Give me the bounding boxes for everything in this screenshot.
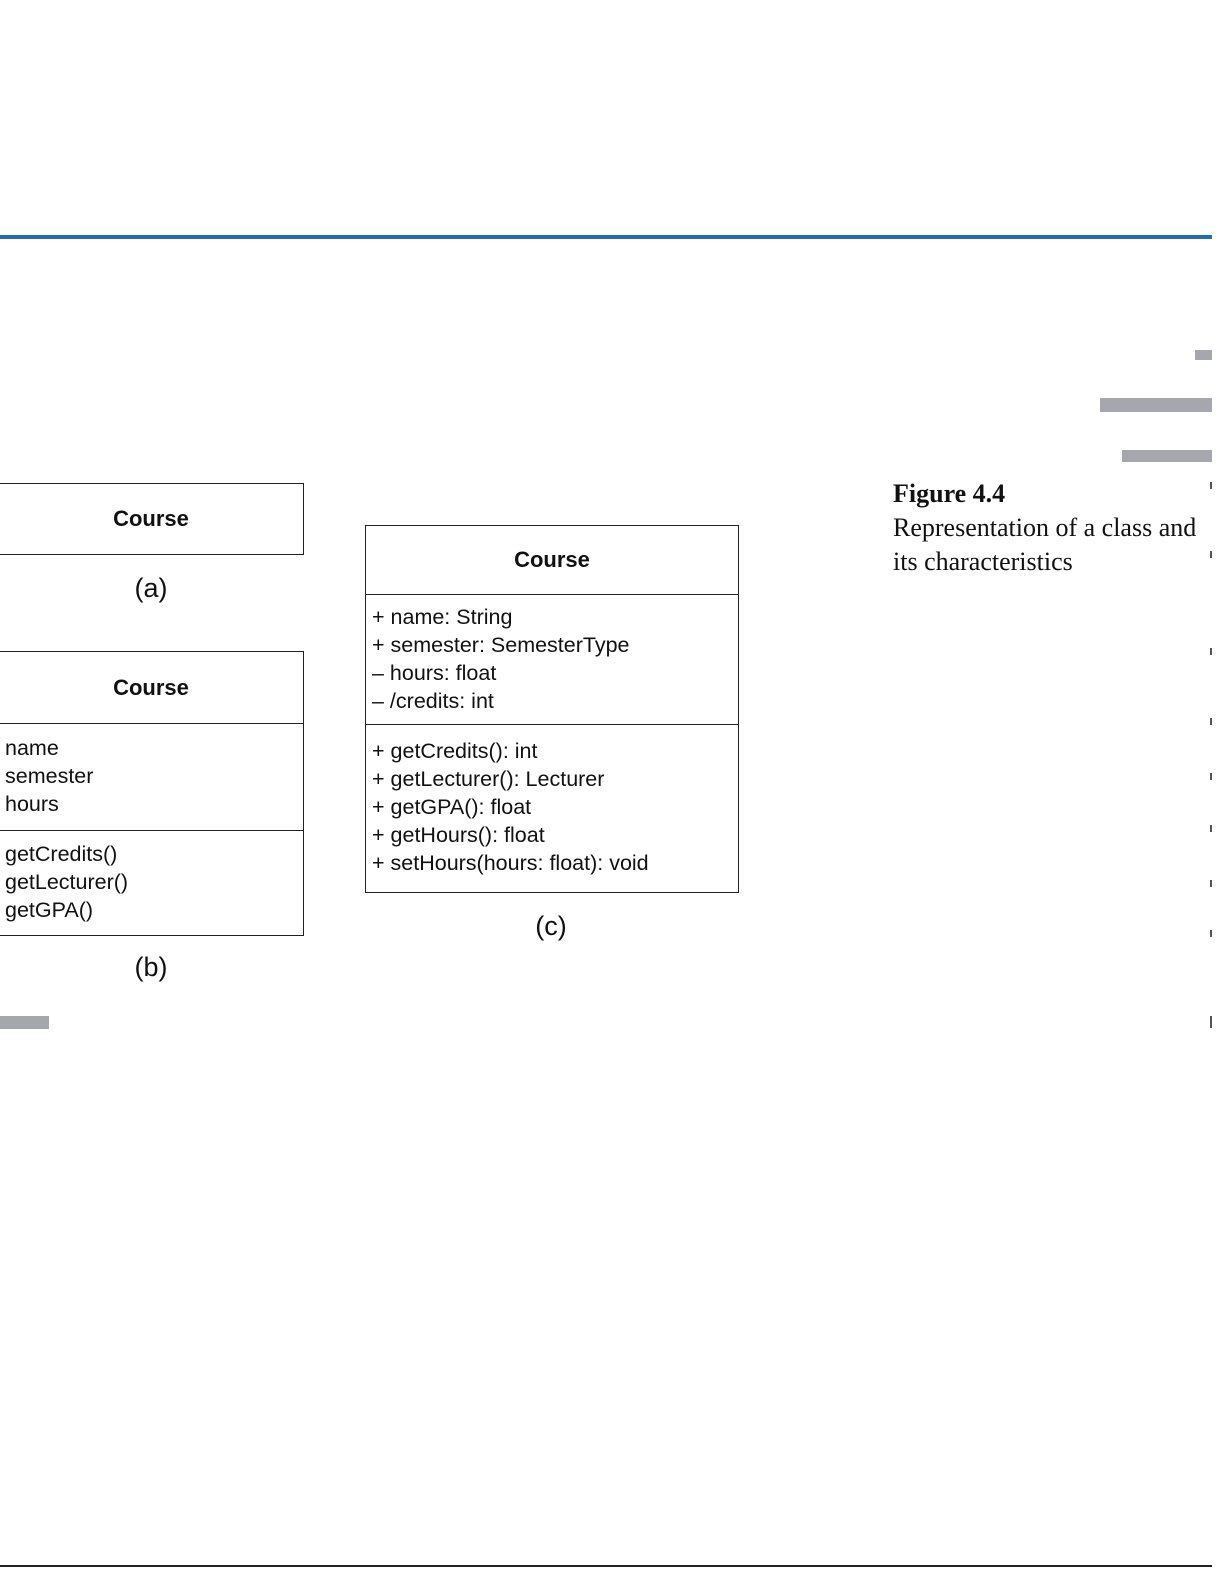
class-name-b: Course — [113, 674, 189, 700]
header-rule — [0, 235, 1212, 239]
attribute-item: – hours: float — [372, 661, 497, 685]
operation-item: + getHours(): float — [372, 823, 545, 847]
uml-class-c — [365, 525, 739, 893]
class-name-c: Course — [514, 547, 590, 572]
margin-marker — [1195, 350, 1212, 360]
edge-tick — [1210, 482, 1212, 489]
operation-item: getCredits() — [5, 842, 118, 866]
operations-compartment-c — [366, 724, 738, 877]
diagram-label-c: (c) — [535, 911, 567, 941]
attributes-compartment-c — [366, 594, 738, 724]
figure-caption-text: Representation of a class and its characteristics — [893, 513, 1197, 576]
operation-item: getGPA() — [5, 898, 94, 922]
attribute-item: + name: String — [372, 605, 513, 629]
class-name-a: Course — [113, 505, 189, 531]
edge-tick — [1210, 825, 1212, 832]
figure-caption — [893, 477, 1203, 579]
edge-tick — [1210, 718, 1212, 725]
edge-tick — [1210, 1016, 1212, 1028]
operation-item: + getGPA(): float — [372, 795, 532, 819]
diagram-label-a: (a) — [134, 573, 168, 603]
attribute-item: – /credits: int — [372, 689, 494, 713]
edge-tick — [1210, 880, 1212, 887]
attribute-item: name — [5, 736, 59, 760]
uml-class-b — [0, 651, 304, 936]
margin-marker — [1100, 398, 1212, 412]
margin-marker — [0, 1016, 49, 1029]
edge-tick — [1210, 930, 1212, 937]
bottom-rule — [0, 1565, 1212, 1567]
operation-item: + getLecturer(): Lecturer — [372, 767, 605, 791]
edge-tick — [1210, 773, 1212, 780]
margin-marker — [1122, 450, 1212, 462]
operation-item: + getCredits(): int — [372, 739, 538, 763]
attribute-item: semester — [5, 764, 94, 788]
attributes-compartment-b — [0, 723, 303, 830]
operation-item: + setHours(hours: float): void — [372, 851, 649, 875]
figure-number: Figure 4.4 — [893, 479, 1006, 508]
uml-class-a — [0, 483, 304, 555]
edge-tick — [1210, 551, 1212, 558]
operations-compartment-b — [0, 830, 303, 924]
edge-tick — [1210, 648, 1212, 655]
attribute-item: + semester: SemesterType — [372, 633, 630, 657]
operation-item: getLecturer() — [5, 870, 129, 894]
diagram-label-b: (b) — [134, 952, 168, 982]
attribute-item: hours — [5, 792, 59, 816]
